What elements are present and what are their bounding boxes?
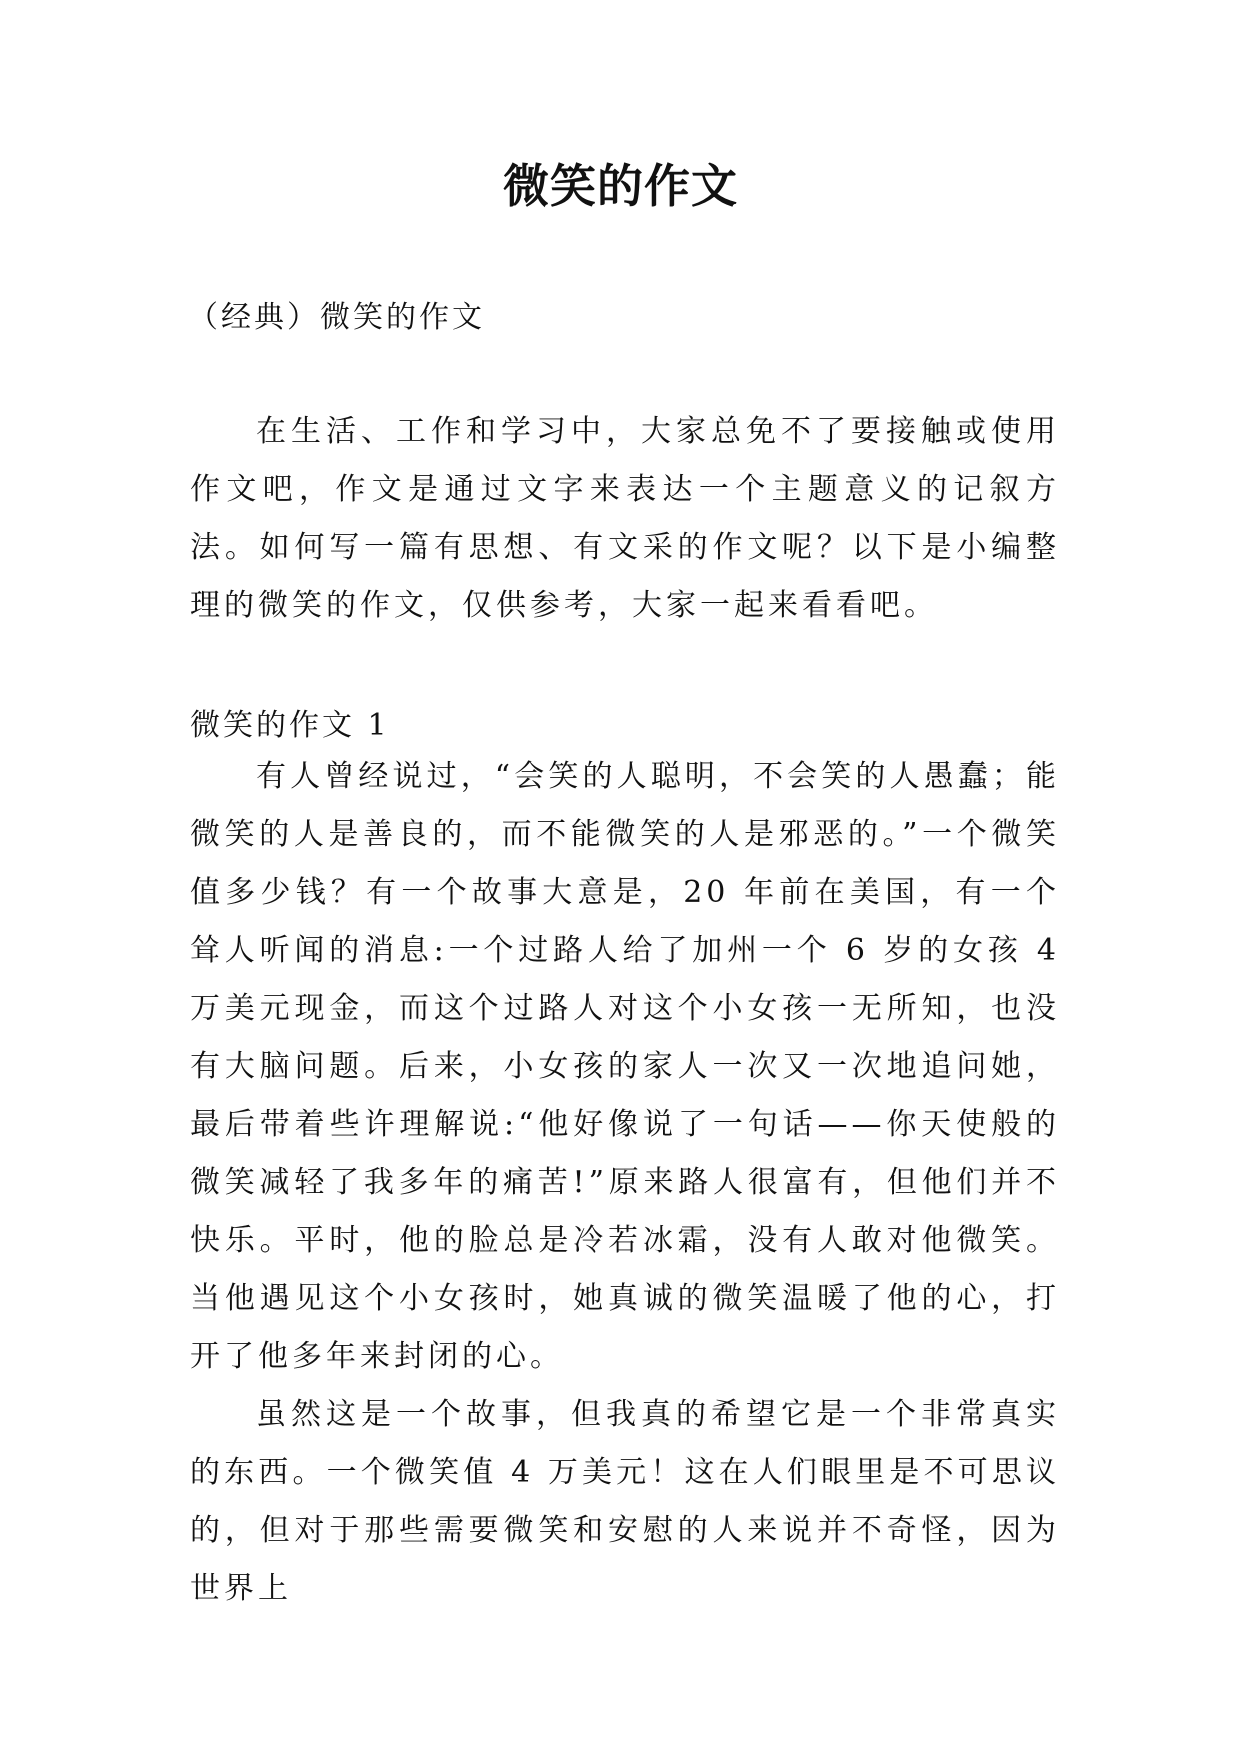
body-paragraph-2: 虽然这是一个故事，但我真的希望它是一个非常真实的东西。一个微笑值 4 万美元！这在人们眼里是不可思议的，但对于那些需要微笑和安慰的人来说并不奇怪，因为世界上: [190, 1397, 1060, 1606]
document-subtitle: （经典）微笑的作文: [188, 300, 485, 335]
section-heading: 微笑的作文 1: [190, 708, 390, 743]
body-paragraph-1: 有人曾经说过，“会笑的人聪明，不会笑的人愚蠢；能微笑的人是善良的，而不能微笑的人是邪恶的。”一个微笑值多少钱？有一个故事大意是，20 年前在美国，有一个耸人听闻的消息:一个过路人给了加州一个 6 岁的女孩 4 万美元现金，而这个过路人对这个小女孩一无所知，也没有大脑问题。后来，小女孩的家人一次又一次地追问她，最后带着些许理解说:“他好像说了一句话——你天使般的微笑减轻了我多年的痛苦!”原来路人很富有，但他们并不快乐。平时，他的脸总是冷若冰霜，没有人敢对他微笑。当他遇见这个小女孩时，她真诚的微笑温暖了他的心，打开了他多年来封闭的心。: [190, 759, 1060, 1374]
intro-paragraph: 在生活、工作和学习中，大家总免不了要接触或使用作文吧，作文是通过文字来表达一个主题意义的记叙方法。如何写一篇有思想、有文采的作文呢？以下是小编整理的微笑的作文，仅供参考，大家一起来看看吧。: [190, 414, 1060, 623]
document-title: 微笑的作文: [503, 159, 738, 213]
